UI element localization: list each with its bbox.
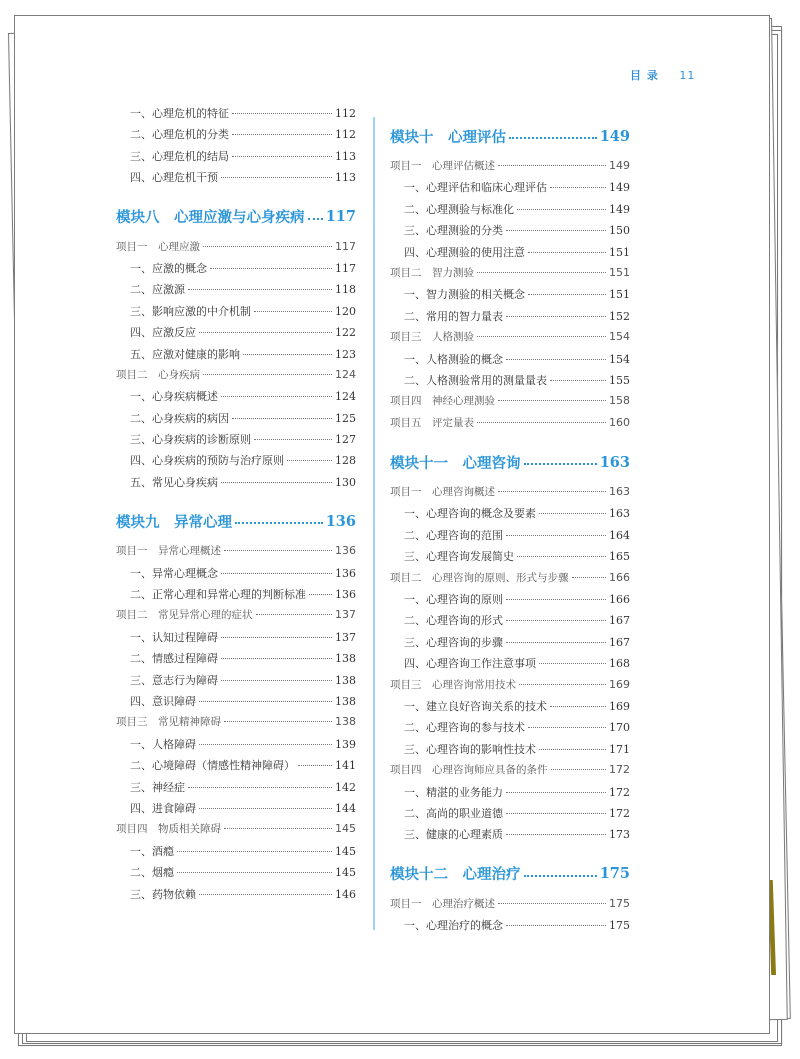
toc-entry-title: 项目二 心身疾病: [116, 368, 200, 381]
toc-entry-title: 项目四 神经心理测验: [390, 395, 495, 408]
toc-section-entry[interactable]: [116, 346, 356, 367]
toc-entry-title: 一、建立良好咨询关系的技术: [404, 699, 547, 713]
toc-section-entry[interactable]: [390, 527, 630, 548]
toc-entry-title: 三、心理咨询的步骤: [404, 635, 503, 649]
dot-leader: [506, 599, 606, 600]
toc-entry-title: 项目二 心理咨询的原则、形式与步骤: [390, 571, 569, 584]
toc-entry-page: 117: [325, 208, 356, 226]
toc-entry-title: 二、烟瘾: [130, 866, 174, 880]
dot-leader: [524, 875, 597, 877]
dot-leader: [509, 137, 597, 139]
toc-entry-page: 112: [335, 128, 356, 142]
toc-entry-page: 169: [609, 677, 630, 691]
toc-entry-title: 项目三 人格测验: [390, 331, 474, 344]
toc-entry-title: 三、健康的心理素质: [404, 828, 503, 842]
toc-entry-page: 117: [335, 239, 356, 253]
toc-entry-title: 四、心理危机干预: [130, 171, 218, 185]
toc-entry-page: 124: [335, 367, 356, 381]
toc-entry-page: 138: [335, 715, 356, 729]
toc-section-entry[interactable]: [116, 779, 356, 800]
toc-section-entry[interactable]: [116, 672, 356, 693]
toc-section-entry[interactable]: [390, 719, 630, 740]
toc-entry-title: 五、应激对健康的影响: [130, 347, 240, 361]
toc-entry-page: 172: [609, 785, 630, 799]
toc-entry-page: 113: [335, 149, 356, 163]
toc-entry-page: 122: [335, 326, 356, 340]
dot-leader: [221, 658, 332, 659]
toc-entry-page: 144: [335, 801, 356, 815]
toc-entry-title: 项目一 心理咨询概述: [390, 486, 495, 499]
toc-project-entry[interactable]: [116, 714, 356, 735]
toc-entry-page: 164: [609, 528, 630, 542]
toc-entry-title: 二、应激源: [130, 283, 185, 297]
dot-leader: [221, 680, 332, 681]
toc-project-entry[interactable]: [390, 265, 630, 286]
toc-project-entry[interactable]: [116, 239, 356, 260]
dot-leader: [551, 769, 607, 770]
dot-leader: [221, 573, 332, 574]
toc-entry-page: 149: [609, 181, 630, 195]
toc-section-entry[interactable]: [390, 201, 630, 222]
toc-entry-title: 项目三 常见精神障碍: [116, 716, 221, 729]
toc-entry-title: 二、正常心理和异常心理的判断标准: [130, 588, 306, 602]
toc-entry-page: 175: [609, 919, 630, 933]
toc-section-entry[interactable]: [116, 586, 356, 607]
toc-entry-title: 三、药物依赖: [130, 887, 196, 901]
toc-entry-page: 155: [609, 373, 630, 387]
dot-leader: [177, 872, 332, 873]
toc-entry-title: 二、情感过程障碍: [130, 652, 218, 666]
toc-entry-title: 三、心理危机的结局: [130, 149, 229, 163]
toc-entry-page: 146: [335, 887, 356, 901]
page-number: 11: [679, 69, 696, 82]
dot-leader: [254, 439, 332, 440]
toc-entry-page: 151: [609, 288, 630, 302]
toc-entry-page: 172: [609, 763, 630, 777]
toc-entry-title: 一、心理治疗的概念: [404, 919, 503, 933]
dot-leader: [528, 252, 606, 253]
toc-entry-page: 130: [335, 475, 356, 489]
toc-section-entry[interactable]: [116, 843, 356, 864]
toc-project-entry[interactable]: [390, 677, 630, 698]
toc-entry-page: 124: [335, 390, 356, 404]
toc-entry-title: 二、高尚的职业道德: [404, 806, 503, 820]
dot-leader: [506, 925, 606, 926]
toc-entry-title: 四、心理咨询工作注意事项: [404, 657, 536, 671]
toc-entry-title: 项目一 心理评估概述: [390, 160, 495, 172]
toc-section-entry[interactable]: [390, 826, 630, 847]
toc-entry-page: 141: [335, 759, 356, 773]
toc-section-entry[interactable]: [116, 886, 356, 907]
toc-entry-title: 一、心理咨询的概念及要素: [404, 507, 536, 521]
toc-entry-title: 二、心理咨询的参与技术: [404, 721, 525, 735]
toc-entry-page: 127: [335, 433, 356, 447]
toc-section-entry[interactable]: [390, 784, 630, 805]
dot-leader: [298, 765, 332, 766]
toc-entry-page: 117: [335, 261, 356, 275]
running-header-title: 目 录: [630, 69, 659, 82]
toc-project-entry[interactable]: [116, 821, 356, 842]
toc-project-entry[interactable]: [116, 607, 356, 628]
toc-section-entry[interactable]: [116, 452, 356, 473]
toc-section-entry[interactable]: [116, 693, 356, 714]
toc-project-entry[interactable]: [390, 415, 630, 436]
toc-entry-title: 二、心理咨询的范围: [404, 528, 503, 542]
toc-section-entry[interactable]: [116, 169, 356, 190]
toc-section-entry[interactable]: [390, 372, 630, 393]
dot-leader: [498, 491, 606, 492]
dot-leader: [199, 332, 332, 333]
toc-section-entry[interactable]: [390, 505, 630, 526]
toc-section-entry[interactable]: [116, 324, 356, 345]
dot-leader: [232, 418, 332, 419]
toc-entry-page: 151: [609, 245, 630, 259]
dot-leader: [224, 721, 332, 722]
toc-section-entry[interactable]: [390, 222, 630, 243]
toc-section-entry[interactable]: [116, 105, 356, 126]
dot-leader: [221, 637, 332, 638]
dot-leader: [519, 684, 606, 685]
dot-leader: [550, 706, 606, 707]
toc-entry-page: 137: [335, 608, 356, 622]
dot-leader: [188, 787, 332, 788]
dot-leader: [203, 374, 332, 375]
toc-entry-title: 二、人格测验常用的测量量表: [404, 373, 547, 387]
toc-entry-title: 一、心身疾病概述: [130, 390, 218, 404]
toc-entry-title: 四、心身疾病的预防与治疗原则: [130, 454, 284, 468]
dot-leader: [308, 218, 323, 220]
toc-section-entry[interactable]: [116, 565, 356, 586]
dot-leader: [235, 522, 323, 524]
dot-leader: [498, 903, 606, 904]
toc-entry-page: 154: [609, 330, 630, 344]
toc-entry-title: 项目五 评定量表: [390, 416, 474, 429]
toc-project-entry[interactable]: [390, 762, 630, 783]
running-header: [630, 67, 695, 83]
toc-section-entry[interactable]: [390, 286, 630, 307]
toc-entry-title: 一、精湛的业务能力: [404, 785, 503, 799]
toc-entry-page: 138: [335, 673, 356, 687]
toc-section-entry[interactable]: [390, 634, 630, 655]
dot-leader: [498, 165, 606, 166]
toc-entry-page: 118: [335, 283, 356, 297]
dot-leader: [528, 727, 606, 728]
dot-leader: [199, 744, 332, 745]
toc-project-entry[interactable]: [116, 543, 356, 564]
toc-entry-page: 136: [335, 544, 356, 558]
dot-leader: [506, 642, 606, 643]
dot-leader: [199, 894, 332, 895]
toc-entry-title: 三、意志行为障碍: [130, 673, 218, 687]
toc-module-entry[interactable]: [116, 503, 356, 539]
toc-entry-title: 三、心理咨询的影响性技术: [404, 742, 536, 756]
toc-entry-page: 150: [609, 224, 630, 238]
dot-leader: [254, 311, 332, 312]
toc-entry-page: 166: [609, 570, 630, 584]
toc-module-entry[interactable]: [116, 199, 356, 235]
toc-entry-page: 125: [335, 411, 356, 425]
toc-entry-page: 145: [335, 866, 356, 880]
toc-entry-title: 一、人格障碍: [130, 737, 196, 751]
toc-section-entry[interactable]: [116, 650, 356, 671]
toc-entry-page: 163: [609, 485, 630, 499]
dot-leader: [550, 187, 606, 188]
toc-entry-page: 170: [609, 721, 630, 735]
toc-entry-page: 172: [609, 806, 630, 820]
toc-entry-page: 145: [335, 844, 356, 858]
toc-project-entry[interactable]: [390, 329, 630, 350]
toc-section-entry[interactable]: [116, 629, 356, 650]
toc-entry-page: 163: [599, 453, 630, 471]
toc-entry-page: 112: [335, 107, 356, 120]
toc-left-column: [116, 105, 356, 907]
toc-entry-page: 142: [335, 780, 356, 794]
dot-leader: [539, 513, 606, 514]
column-divider: [373, 117, 375, 930]
toc-entry-page: 149: [599, 127, 630, 145]
dot-leader: [210, 268, 332, 269]
toc-entry-page: 152: [609, 309, 630, 323]
toc-entry-page: 166: [609, 593, 630, 607]
dot-leader: [287, 460, 332, 461]
toc-entry-title: 项目三 心理咨询常用技术: [390, 678, 516, 691]
toc-entry-page: 149: [609, 159, 630, 172]
toc-section-entry[interactable]: [116, 757, 356, 778]
toc-entry-title: 一、人格测验的概念: [404, 352, 503, 366]
toc-entry-title: 二、心理测验与标准化: [404, 202, 514, 216]
toc-section-entry[interactable]: [390, 805, 630, 826]
dot-leader: [539, 749, 606, 750]
dot-leader: [232, 134, 332, 135]
dot-leader: [506, 834, 606, 835]
toc-entry-page: 175: [599, 865, 630, 883]
toc-section-entry[interactable]: [116, 410, 356, 431]
toc-section-entry[interactable]: [116, 148, 356, 169]
dot-leader: [506, 535, 606, 536]
toc-entry-page: 123: [335, 347, 356, 361]
dot-leader: [199, 808, 332, 809]
toc-entry-title: 模块十二 心理治疗: [390, 867, 521, 884]
toc-entry-title: 一、心理评估和临床心理评估: [404, 181, 547, 195]
toc-entry-page: 171: [609, 742, 630, 756]
dot-leader: [517, 556, 606, 557]
toc-project-entry[interactable]: [390, 484, 630, 505]
toc-entry-page: 167: [609, 635, 630, 649]
dot-leader: [243, 354, 332, 355]
dot-leader: [224, 828, 332, 829]
toc-entry-title: 项目四 物质相关障碍: [116, 823, 221, 836]
toc-entry-page: 137: [335, 630, 356, 644]
dot-leader: [188, 289, 332, 290]
toc-entry-title: 一、心理危机的特征: [130, 107, 229, 120]
toc-entry-title: 一、应激的概念: [130, 261, 207, 275]
toc-entry-title: 四、心理测验的使用注意: [404, 245, 525, 259]
dot-leader: [498, 400, 606, 401]
toc-entry-title: 模块十一 心理咨询: [390, 455, 521, 472]
dot-leader: [203, 246, 332, 247]
toc-entry-page: 169: [609, 699, 630, 713]
toc-entry-title: 项目一 心理治疗概述: [390, 897, 495, 910]
toc-entry-title: 项目二 智力测验: [390, 266, 474, 279]
toc-entry-title: 二、心理咨询的形式: [404, 614, 503, 628]
toc-section-entry[interactable]: [390, 308, 630, 329]
toc-entry-page: 168: [609, 657, 630, 671]
toc-section-entry[interactable]: [116, 281, 356, 302]
toc-section-entry[interactable]: [390, 548, 630, 569]
dot-leader: [177, 851, 332, 852]
toc-entry-title: 三、神经症: [130, 780, 185, 794]
toc-entry-title: 项目一 心理应激: [116, 240, 200, 253]
toc-section-entry[interactable]: [116, 260, 356, 281]
toc-section-entry[interactable]: [116, 474, 356, 495]
toc-entry-page: 158: [609, 394, 630, 408]
dot-leader: [524, 463, 597, 465]
toc-section-entry[interactable]: [390, 698, 630, 719]
dot-leader: [506, 230, 606, 231]
toc-section-entry[interactable]: [390, 655, 630, 676]
toc-entry-title: 一、异常心理概念: [130, 566, 218, 580]
dot-leader: [232, 156, 332, 157]
toc-entry-title: 模块九 异常心理: [116, 514, 232, 531]
toc-entry-page: 154: [609, 352, 630, 366]
toc-entry-title: 项目一 异常心理概述: [116, 545, 221, 558]
toc-entry-title: 三、影响应激的中介机制: [130, 304, 251, 318]
toc-entry-title: 四、进食障碍: [130, 801, 196, 815]
toc-entry-page: 173: [609, 828, 630, 842]
toc-section-entry[interactable]: [390, 179, 630, 200]
dot-leader: [477, 422, 606, 423]
toc-entry-page: 160: [609, 415, 630, 429]
toc-entry-page: 175: [609, 896, 630, 910]
toc-module-entry[interactable]: [390, 856, 630, 892]
toc-section-entry[interactable]: [116, 736, 356, 757]
dot-leader: [517, 209, 606, 210]
toc-entry-page: 149: [609, 202, 630, 216]
toc-entry-title: 三、心理咨询发展简史: [404, 550, 514, 564]
dot-leader: [224, 550, 332, 551]
toc-entry-page: 128: [335, 454, 356, 468]
toc-section-entry[interactable]: [116, 126, 356, 147]
dot-leader: [256, 614, 333, 615]
toc-entry-title: 模块十 心理评估: [390, 129, 506, 146]
dot-leader: [477, 272, 606, 273]
toc-entry-title: 项目四 心理咨询师应具备的条件: [390, 764, 548, 777]
dot-leader: [199, 701, 332, 702]
dot-leader: [221, 177, 332, 178]
toc-project-entry[interactable]: [390, 570, 630, 591]
dot-leader: [550, 380, 606, 381]
dot-leader: [221, 396, 332, 397]
toc-entry-title: 二、心身疾病的病因: [130, 411, 229, 425]
toc-section-entry[interactable]: [390, 244, 630, 265]
dot-leader: [528, 294, 606, 295]
toc-entry-title: 三、心理测验的分类: [404, 224, 503, 238]
toc-entry-title: 三、心身疾病的诊断原则: [130, 433, 251, 447]
toc-entry-title: 四、意识障碍: [130, 694, 196, 708]
dot-leader: [506, 620, 606, 621]
toc-section-entry[interactable]: [390, 741, 630, 762]
toc-entry-title: 二、常用的智力量表: [404, 309, 503, 323]
dot-leader: [506, 316, 606, 317]
toc-section-entry[interactable]: [116, 431, 356, 452]
toc-project-entry[interactable]: [116, 367, 356, 388]
dot-leader: [477, 336, 606, 337]
toc-entry-page: 145: [335, 822, 356, 836]
toc-entry-title: 模块八 心理应激与心身疾病: [116, 210, 305, 227]
toc-entry-page: 151: [609, 265, 630, 279]
toc-project-entry[interactable]: [390, 158, 630, 179]
toc-section-entry[interactable]: [390, 591, 630, 612]
toc-module-entry[interactable]: [390, 118, 630, 154]
toc-section-entry[interactable]: [116, 800, 356, 821]
toc-project-entry[interactable]: [390, 896, 630, 917]
dot-leader: [572, 577, 607, 578]
toc-entry-page: 163: [609, 507, 630, 521]
toc-entry-title: 一、酒瘾: [130, 844, 174, 858]
toc-entry-title: 一、心理咨询的原则: [404, 593, 503, 607]
toc-entry-page: 138: [335, 652, 356, 666]
toc-entry-page: 167: [609, 614, 630, 628]
toc-entry-title: 四、应激反应: [130, 326, 196, 340]
toc-entry-page: 136: [335, 588, 356, 602]
toc-section-entry[interactable]: [116, 303, 356, 324]
toc-section-entry[interactable]: [390, 612, 630, 633]
toc-section-entry[interactable]: [390, 917, 630, 938]
toc-entry-page: 136: [335, 566, 356, 580]
toc-entry-page: 136: [325, 512, 356, 530]
toc-entry-title: 二、心理危机的分类: [130, 128, 229, 142]
dot-leader: [506, 359, 606, 360]
toc-entry-page: 165: [609, 550, 630, 564]
dot-leader: [232, 113, 332, 114]
toc-entry-page: 120: [335, 304, 356, 318]
toc-module-entry[interactable]: [390, 444, 630, 480]
toc-entry-title: 二、心境障碍（情感性精神障碍）: [130, 759, 295, 773]
toc-section-entry[interactable]: [116, 388, 356, 409]
toc-entry-title: 一、认知过程障碍: [130, 630, 218, 644]
dot-leader: [506, 792, 606, 793]
toc-project-entry[interactable]: [390, 393, 630, 414]
dot-leader: [309, 594, 332, 595]
toc-entry-title: 五、常见心身疾病: [130, 475, 218, 489]
toc-entry-title: 一、智力测验的相关概念: [404, 288, 525, 302]
toc-entry-title: 项目二 常见异常心理的症状: [116, 609, 253, 622]
toc-section-entry[interactable]: [116, 864, 356, 885]
toc-section-entry[interactable]: [390, 351, 630, 372]
toc-right-column: [390, 118, 630, 939]
toc-entry-page: 113: [335, 171, 356, 185]
dot-leader: [221, 482, 332, 483]
dot-leader: [506, 813, 606, 814]
dot-leader: [539, 663, 606, 664]
toc-entry-page: 139: [335, 737, 356, 751]
toc-entry-page: 138: [335, 694, 356, 708]
